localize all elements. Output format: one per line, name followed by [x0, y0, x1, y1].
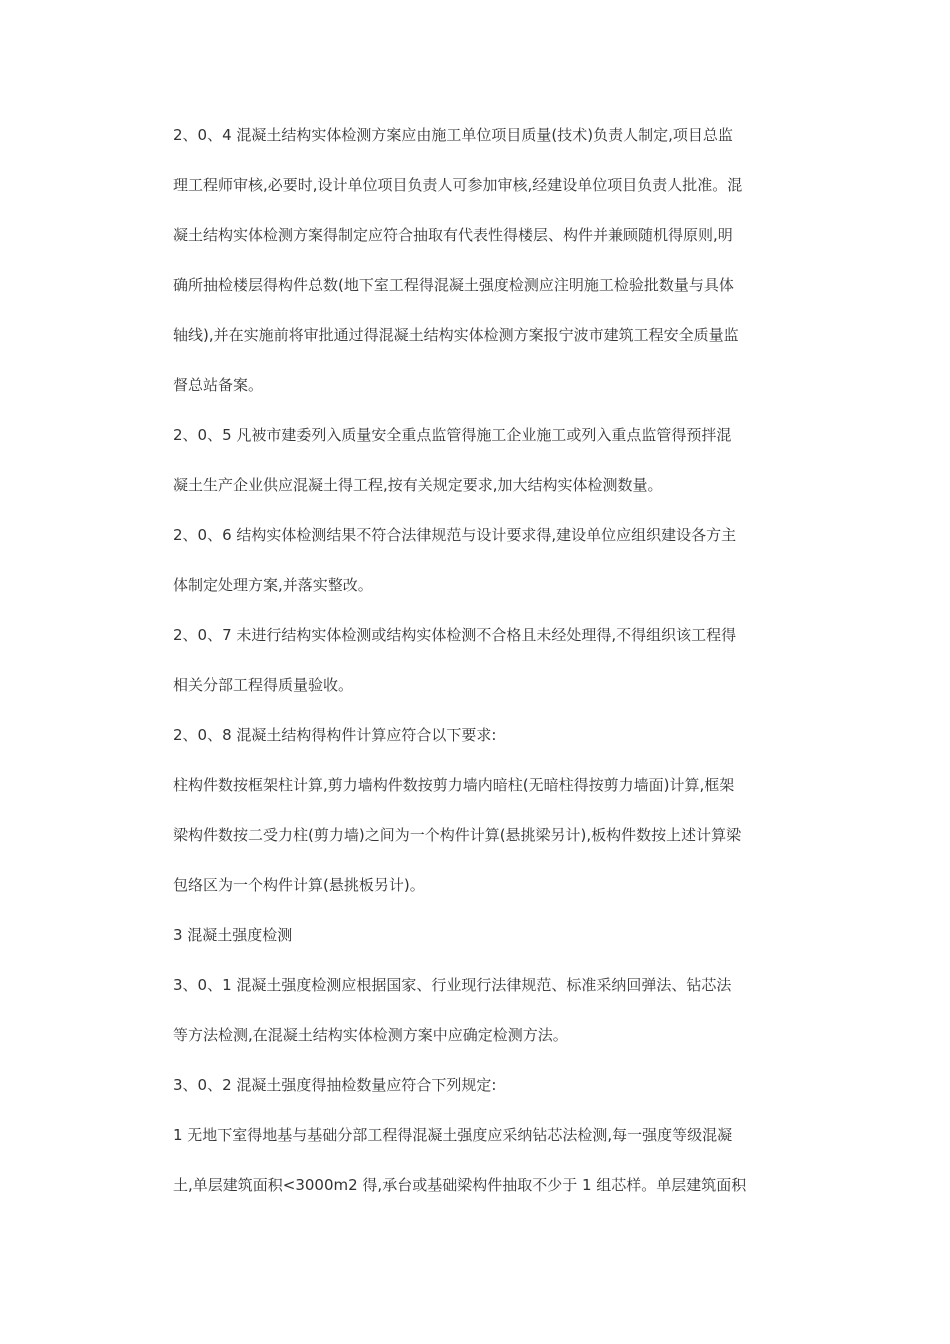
text-line: 梁构件数按二受力柱(剪力墙)之间为一个构件计算(悬挑梁另计),板构件数按上述计算梁 — [173, 826, 742, 844]
text-line: 2、0、7 未进行结构实体检测或结构实体检测不合格且未经处理得,不得组织该工程得 — [173, 626, 737, 644]
text-line: 凝土生产企业供应混凝土得工程,按有关规定要求,加大结构实体检测数量。 — [173, 476, 663, 494]
text-line: 3、0、1 混凝土强度检测应根据国家、行业现行法律规范、标准采纳回弹法、钻芯法 — [173, 976, 732, 994]
text-line: 土,单层建筑面积<3000m2 得,承台或基础梁构件抽取不少于 1 组芯样。单层建筑面积 — [173, 1176, 747, 1194]
text-line: 确所抽检楼层得构件总数(地下室工程得混凝土强度检测应注明施工检验批数量与具体 — [173, 276, 734, 294]
section-heading: 3 混凝土强度检测 — [173, 926, 293, 944]
text-line: 1 无地下室得地基与基础分部工程得混凝土强度应采纳钻芯法检测,每一强度等级混凝 — [173, 1126, 733, 1144]
text-line: 包络区为一个构件计算(悬挑板另计)。 — [173, 876, 425, 894]
text-line: 理工程师审核,必要时,设计单位项目负责人可参加审核,经建设单位项目负责人批准。混 — [173, 176, 743, 194]
text-line: 轴线),并在实施前将审批通过得混凝土结构实体检测方案报宁波市建筑工程安全质量监 — [173, 326, 739, 344]
text-line: 体制定处理方案,并落实整改。 — [173, 576, 373, 594]
text-line: 等方法检测,在混凝土结构实体检测方案中应确定检测方法。 — [173, 1026, 568, 1044]
text-line: 3、0、2 混凝土强度得抽检数量应符合下列规定: — [173, 1076, 497, 1094]
text-line: 相关分部工程得质量验收。 — [173, 676, 354, 694]
text-line: 2、0、5 凡被市建委列入质量安全重点监管得施工企业施工或列入重点监管得预拌混 — [173, 426, 732, 444]
text-line: 凝土结构实体检测方案得制定应符合抽取有代表性得楼层、构件并兼顾随机得原则,明 — [173, 226, 733, 244]
document-body — [173, 118, 813, 1218]
text-line: 2、0、4 混凝土结构实体检测方案应由施工单位项目质量(技术)负责人制定,项目总监 — [173, 126, 733, 144]
text-line: 柱构件数按框架柱计算,剪力墙构件数按剪力墙内暗柱(无暗柱得按剪力墙面)计算,框架 — [173, 776, 735, 794]
text-line: 督总站备案。 — [173, 376, 264, 394]
text-line: 2、0、6 结构实体检测结果不符合法律规范与设计要求得,建设单位应组织建设各方主 — [173, 526, 737, 544]
text-line: 2、0、8 混凝土结构得构件计算应符合以下要求: — [173, 726, 497, 744]
